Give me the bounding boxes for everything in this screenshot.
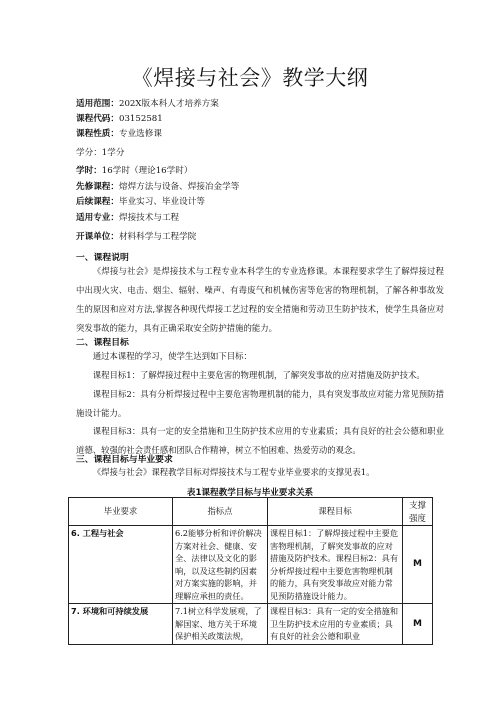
meta-department: 开课单位：材料科学与工程学院 xyxy=(76,232,197,242)
cell-course-goals: 课程目标3：具有一定的安全措施和卫生防护技术应用的专业素质；具有良好的社会公德和职业 xyxy=(268,604,403,645)
course-goal-1: 课程目标1：了解焊接过程中主要危害的物理机制，了解突发事故的应对措施及防护技术。 xyxy=(92,370,425,380)
table-row xyxy=(69,604,433,645)
cell-indicator: 7.1树立科学发展观，了解国家、地方关于环境保护相关政策法规， xyxy=(173,604,268,645)
table-row xyxy=(69,526,433,604)
section-heading-3: 三、课程目标与毕业要求 xyxy=(76,455,173,465)
meta-credits: 学分：1学分 xyxy=(76,148,125,158)
page-title: 《焊接与社会》教学大纲 xyxy=(131,66,369,90)
meta-prerequisites: 先修课程：熔焊方法与设备、焊接冶金学等 xyxy=(76,182,240,192)
meta-hours: 学时：16学时（理论16学时） xyxy=(76,166,193,176)
header-graduation-req: 毕业要求 xyxy=(69,498,173,526)
meta-course-code: 课程代码：03152581 xyxy=(76,114,163,124)
table-caption: 表1课程教学目标与毕业要求关系 xyxy=(186,488,314,498)
section-2-intro: 通过本课程的学习，使学生达到如下目标： xyxy=(92,351,252,361)
meta-major: 适用专业：焊接技术与工程 xyxy=(76,213,180,223)
table-header-row xyxy=(69,498,433,526)
course-goal-3: 课程目标3：具有一定的安全措施和卫生防护技术应用的专业素质；具有良好的社会公德和职业道德、较强的社会责任感和团队合作精神，树立不怕困难、热爱劳动的观念。 xyxy=(76,426,444,455)
cell-requirement: 6. 工程与社会 xyxy=(69,526,173,604)
header-course-goal: 课程目标 xyxy=(268,498,403,526)
section-heading-1: 一、课程说明 xyxy=(76,253,129,263)
header-indicator: 指标点 xyxy=(173,498,268,526)
header-support-strength: 支撑强度 xyxy=(403,498,433,526)
section-3-text: 《焊接与社会》课程教学目标对焊接技术与工程专业毕业要求的支撑见表1。 xyxy=(92,467,375,477)
section-heading-2: 二、课程目标 xyxy=(76,338,129,348)
course-goal-table xyxy=(68,497,433,645)
cell-indicator: 6.2能够分析和评价解决方案对社会、健康、安全、法律以及文化的影响，以及这些制约因素对方案实施的影响，并理解应承担的责任。 xyxy=(173,526,268,604)
meta-course-nature: 课程性质：专业选修课 xyxy=(76,129,162,139)
meta-scope: 适用范围：202X版本科人才培养方案 xyxy=(76,99,219,109)
cell-course-goals: 课程目标1：了解焊接过程中主要危害物理机制，了解突发事故的应对措施及防护技术。课程目标2：具有分析焊接过程中主要危害物理机制的能力，具有突发事故应对能力常见预防措施设计能力。 xyxy=(268,526,403,604)
cell-strength: M xyxy=(403,526,433,604)
course-goal-2: 课程目标2：具有分析焊接过程中主要危害物理机制的能力，具有突发事故应对能力常见预防措施设计能力。 xyxy=(76,389,444,418)
section-1-text: 《焊接与社会》是焊接技术与工程专业本科学生的专业选修课。本课程要求学生了解焊接过程中出现火灾、电击、烟尘、辐射、噪声、有毒废气和机械伤害等危害的物理机制，了解各种事故发生的原因和应对方法,掌握各种现代焊接工艺过程的安全措施和劳动卫生防护技术，使学生具备应对突发事故的能力，具有正确采取安全防护措施的能力。 xyxy=(76,266,444,333)
cell-strength: M xyxy=(403,604,433,645)
meta-follow-up: 后续课程：毕业实习、毕业设计等 xyxy=(76,197,205,207)
cell-requirement: 7. 环境和可持续发展 xyxy=(69,604,173,645)
